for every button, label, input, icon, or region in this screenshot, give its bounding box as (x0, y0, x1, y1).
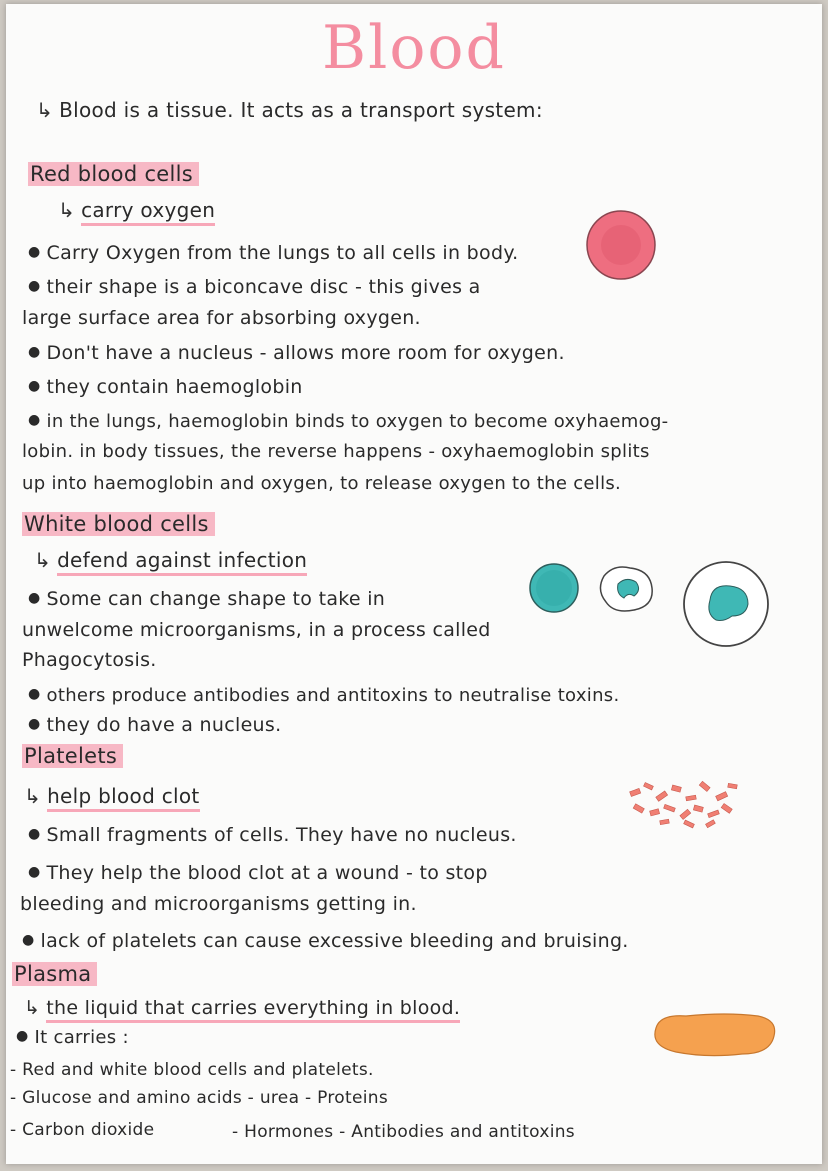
list-item: ● lack of platelets can cause excessive bleeding and bruising. (22, 930, 629, 952)
list-item: ● their shape is a biconcave disc - this gives a (28, 276, 481, 298)
list-item: ● They help the blood clot at a wound - to stop (28, 862, 488, 884)
arrow-icon: ↳ (58, 198, 76, 222)
platelets-subheading: ↳ help blood clot (24, 784, 200, 808)
paper-sheet (6, 4, 822, 1164)
list-item: bleeding and microorganisms getting in. (20, 893, 417, 915)
bullet-icon: ● (28, 864, 41, 880)
list-item: ● they contain haemoglobin (28, 376, 303, 398)
list-item: ● Carry Oxygen from the lungs to all cells in body. (28, 242, 519, 264)
bullet-icon: ● (28, 278, 41, 294)
red-cells-subheading: ↳ carry oxygen (58, 198, 215, 222)
list-item: ● in the lungs, haemoglobin binds to oxygen to become oxyhaemog- (28, 411, 669, 432)
list-item: ● they do have a nucleus. (28, 714, 282, 736)
intro-line: ↳ Blood is a tissue. It acts as a transport system: (36, 98, 543, 122)
arrow-icon: ↳ (24, 997, 41, 1019)
red-blood-cell-illustration (584, 208, 658, 282)
bullet-icon: ● (28, 244, 41, 260)
plasma-heading: Plasma (12, 962, 97, 986)
list-item: up into haemoglobin and oxygen, to release oxygen to the cells. (22, 473, 622, 494)
bullet-icon: ● (28, 826, 41, 842)
list-item: Phagocytosis. (22, 649, 157, 671)
list-item: lobin. in body tissues, the reverse happens - oxyhaemoglobin splits (22, 441, 650, 462)
page-title: Blood (322, 13, 506, 83)
list-item: ● others produce antibodies and antitoxins to neutralise toxins. (28, 685, 620, 706)
arrow-icon: ↳ (36, 98, 54, 122)
white-cells-heading: White blood cells (22, 512, 215, 536)
list-item: unwelcome microorganisms, in a process called (22, 619, 491, 641)
list-item: ● Some can change shape to take in (28, 588, 386, 610)
bullet-icon: ● (22, 932, 35, 948)
list-item: ● It carries : (16, 1027, 129, 1048)
list-item: - Hormones - Antibodies and antitoxins (232, 1122, 575, 1142)
list-item: - Glucose and amino acids - urea - Proteins (10, 1088, 388, 1108)
list-item: large surface area for absorbing oxygen. (22, 307, 421, 329)
bullet-icon: ● (28, 378, 41, 394)
bullet-icon: ● (16, 1028, 29, 1044)
arrow-icon: ↳ (34, 548, 52, 572)
red-cells-heading: Red blood cells (28, 162, 199, 186)
list-item: ● Don't have a nucleus - allows more room for oxygen. (28, 342, 565, 364)
list-item: ● Small fragments of cells. They have no nucleus. (28, 824, 517, 846)
bullet-icon: ● (28, 716, 41, 732)
plasma-illustration (646, 1010, 782, 1060)
white-cells-subheading: ↳ defend against infection (34, 548, 307, 572)
bullet-icon: ● (28, 590, 41, 606)
list-item: - Carbon dioxide (10, 1120, 155, 1140)
bullet-icon: ● (28, 686, 41, 702)
platelets-heading: Platelets (22, 744, 123, 768)
list-item: - Red and white blood cells and platelets. (10, 1060, 374, 1080)
bullet-icon: ● (28, 344, 41, 360)
platelets-illustration (624, 780, 744, 832)
arrow-icon: ↳ (24, 784, 42, 808)
bullet-icon: ● (28, 412, 41, 428)
white-blood-cells-illustration (526, 560, 776, 652)
plasma-subheading: ↳ the liquid that carries everything in blood. (24, 996, 460, 1020)
